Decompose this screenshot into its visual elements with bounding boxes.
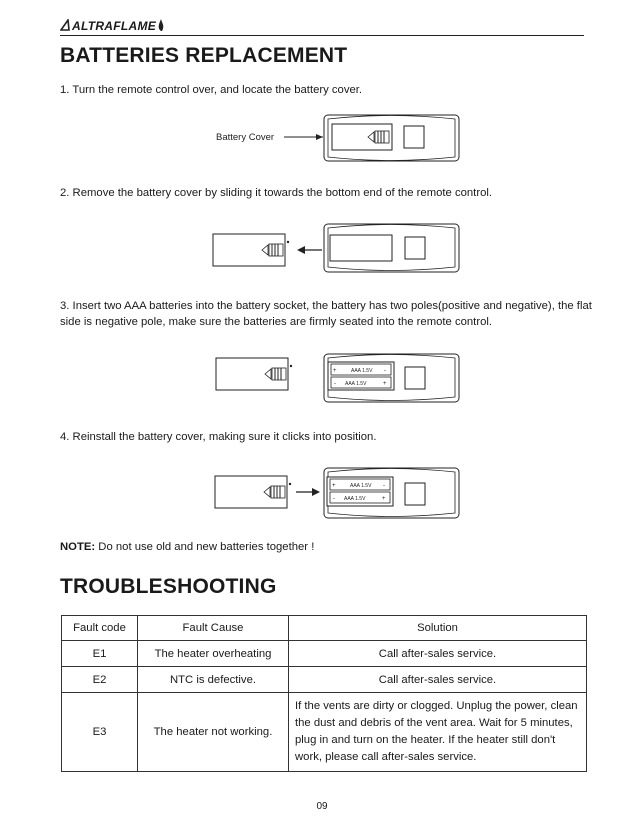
battery-2-label: AAA 1.5V [345,381,367,387]
battery-2-plus: + [383,381,387,387]
brand-logo [60,18,166,33]
header-solution: Solution [289,616,587,641]
note-label: NOTE: [60,541,96,553]
table-row [62,641,587,667]
battery-1-plus: + [333,368,337,374]
page-number: 09 [316,801,328,812]
fault-cause-cell: NTC is defective. [138,667,289,693]
fault-code-cell: E1 [62,641,138,667]
logo-flame-icon [156,18,166,32]
solution-cell: If the vents are dirty or clogged. Unplug the power, clean the dust and debris of the vent area. Wait for 5 minutes, plug in and turn on the heater. If the heater still don't work, please call after-sales service. [289,693,587,772]
section-title-batteries: BATTERIES REPLACEMENT [60,44,348,67]
header-fault-cause: Fault Cause [138,616,289,641]
figure-reinstall-cover [210,466,470,524]
fault-code-cell: E2 [62,667,138,693]
battery-2-label: AAA 1.5V [344,496,366,502]
battery-cover-callout: Battery Cover [216,132,275,143]
battery-1-label: AAA 1.5V [350,483,372,489]
table-row [62,693,587,772]
battery-1-label: AAA 1.5V [351,368,373,374]
header-rule [60,35,584,36]
fault-cause-cell: The heater not working. [138,693,289,772]
battery-1-minus: - [384,368,386,374]
note-text: Do not use old and new batteries together ! [95,541,315,553]
empty-battery-socket [330,235,392,261]
step-2-text: 2. Remove the battery cover by sliding it towards the bottom end of the remote control. [60,187,493,199]
loose-battery-cover [215,476,287,508]
fault-cause-cell: The heater overheating [138,641,289,667]
battery-2-minus: - [334,381,336,387]
figure-cover-removed [210,220,470,276]
troubleshooting-table [61,615,587,772]
solution-cell: Call after-sales service. [289,641,587,667]
fault-code-cell: E3 [62,693,138,772]
solution-cell: Call after-sales service. [289,667,587,693]
loose-battery-cover [213,234,285,266]
figure-remote-back [210,112,470,168]
battery-2-plus: + [382,496,386,502]
remote-window [404,126,424,148]
callout-arrowhead [316,134,323,140]
note [60,541,314,553]
battery-1-minus: - [383,483,385,489]
table-row [62,667,587,693]
step-1-text: 1. Turn the remote control over, and locate the battery cover. [60,84,363,96]
battery-cover [332,124,392,150]
battery-1-plus: + [332,483,336,489]
loose-battery-cover [216,358,288,390]
section-title-troubleshooting: TROUBLESHOOTING [60,575,277,598]
brand-text: ALTRAFLAME [72,19,157,33]
header-fault-code: Fault code [62,616,138,641]
battery-2-minus: - [333,496,335,502]
table-header-row [62,616,587,641]
step-3-text: 3. Insert two AAA batteries into the battery socket, the battery has two poles(positive and negative), the flat side is negative pole, make sure the batteries are firmly seated into the remote control. [60,300,592,328]
step-4-text: 4. Reinstall the battery cover, making sure it clicks into position. [60,431,377,443]
figure-batteries-inserted [210,350,470,408]
